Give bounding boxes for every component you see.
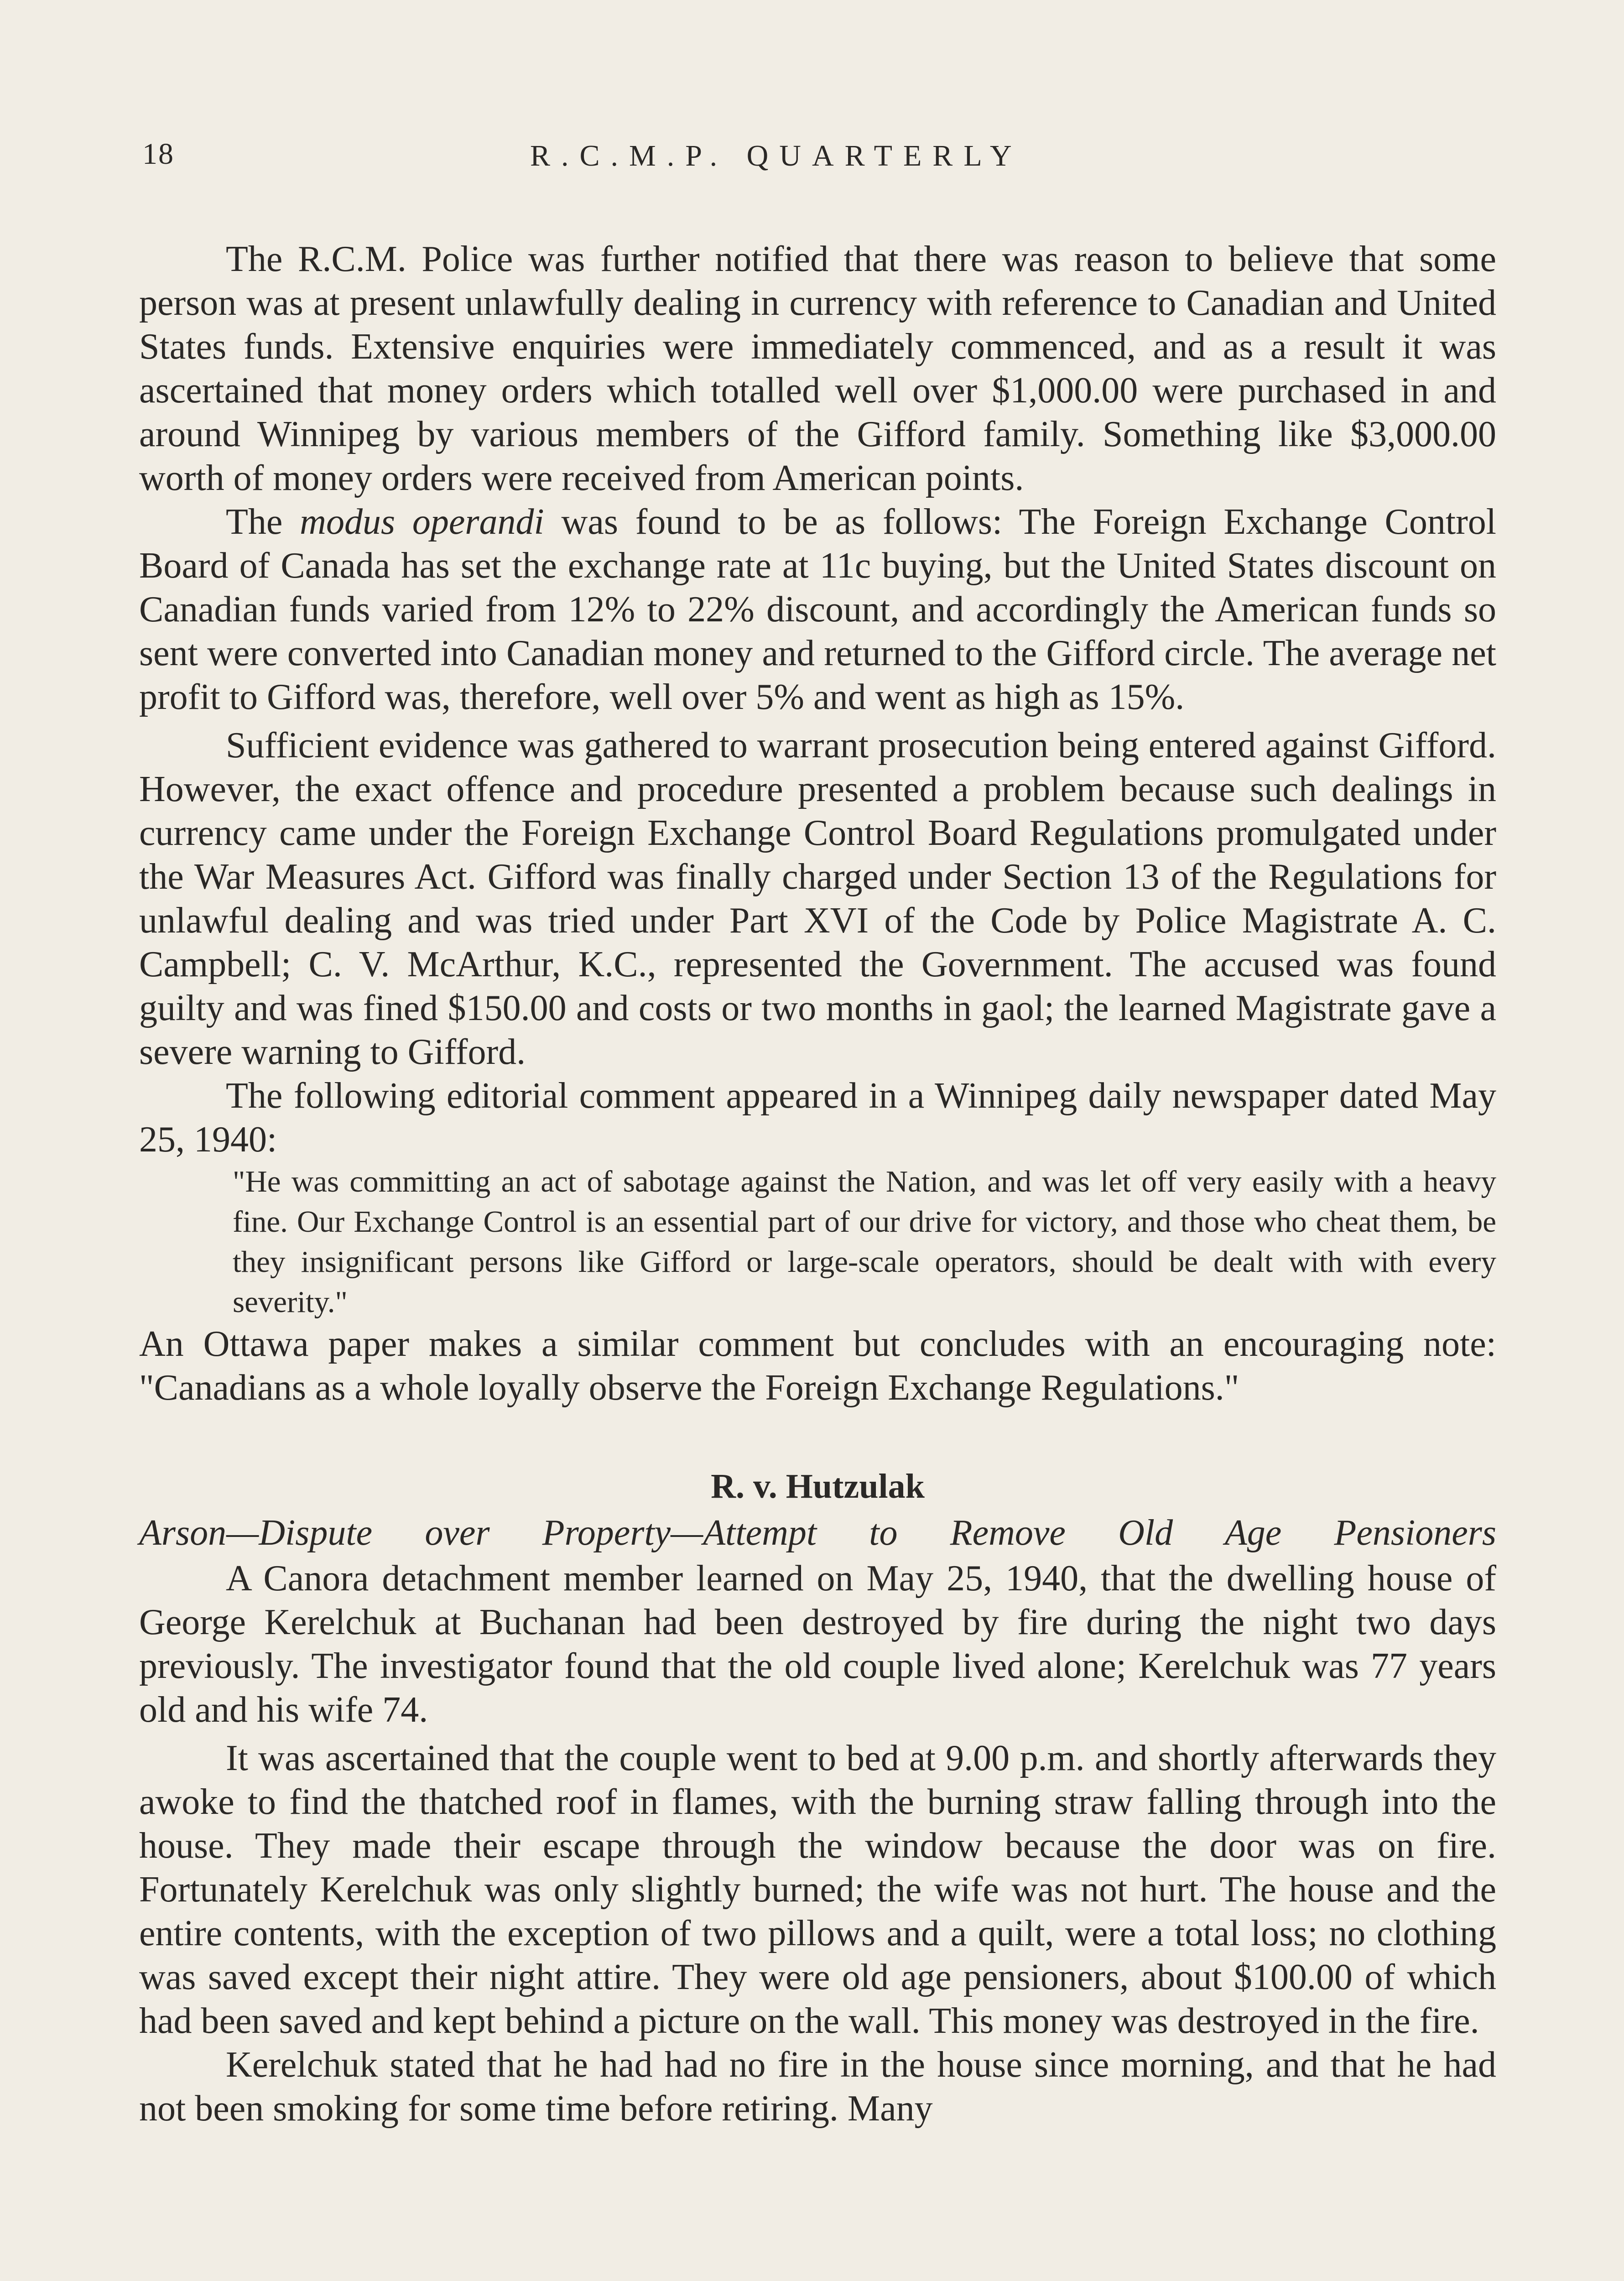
paragraph-ottawa-comment: An Ottawa paper makes a similar comment but concludes with an encouraging note: "Canadians as a whole loyally observe the Foreign Exchange Regulations." [139,1324,1496,1408]
paragraph-fire-description: It was ascertained that the couple went to bed at 9.00 p.m. and shortly afterwards they awoke to find the thatched roof in flames, with the burning straw falling through into the house. They made their escape through the window because the door was on fire. Fortunately Kerelchuk was only slightly burned; the wife was not hurt. The house and the entire contents, with the exception of two pillows and a quilt, were a total loss; no clothing was saved except their night attire. They were old age pensioners, about $100.00 of which had been saved and kept behind a picture on the wall. This money was destroyed in the fire. [139,1738,1496,2041]
paragraph-notification: The R.C.M. Police was further notified that there was reason to believe that some person was at present unlawfully dealing in currency with reference to Canadian and United States funds. Extensive enquiries were immediately commenced, and as a result it was ascertained that money orders which totalled well over $1,000.00 were purchased in and around Winnipeg by various members of the Gifford family. Something like $3,000.00 worth of money orders were received from American points. [139,239,1496,498]
case-title: R. v. Hutzulak [711,1467,925,1505]
editorial-quote: "He was committing an act of sabotage against the Nation, and was let off very easily with a heavy fine. Our Exchange Control is an essential part of our drive for victory, and those who cheat them, be they insignificant persons like Gifford or large-scale operators, should be dealt with with every severity." [233,1165,1496,1319]
paragraph-editorial-intro: The following editorial comment appeared in a Winnipeg daily newspaper dated May 25, 1940: [139,1076,1496,1160]
article-body [139,237,1496,2130]
paragraph-prosecution: Sufficient evidence was gathered to warrant prosecution being entered against Gifford. However, the exact offence and procedure presented a problem because such dealings in currency came under the Foreign Exchange Control Board Regulations promulgated under the War Measures Act. Gifford was finally charged under Section 13 of the Regulations for unlawful dealing and was tried under Part XVI of the Code by Police Magistrate A. C. Campbell; C. V. McArthur, K.C., represented the Government. The accused was found guilty and was fined $150.00 and costs or two months in gaol; the learned Magistrate gave a severe warning to Gifford. [139,725,1496,1072]
modus-lead: The [226,502,300,542]
modus-rest: was found to be as follows: The Foreign Exchange Control Board of Canada has set the exchange rate at 11c buying, but the United States discount on Canadian funds varied from 12% to 22% discount, and accordingly the American funds so sent were converted into Canadian money and returned to the Gifford circle. The average net profit to Gifford was, therefore, well over 5% and went as high as 15%. [139,502,1497,717]
modus-operandi-italic: modus operandi [300,502,544,542]
paragraph-kerelchuk-statement: Kerelchuk stated that he had had no fire in the house since morning, and that he had not been smoking for some time before retiring. Many [139,2045,1496,2129]
page-header [137,137,1501,187]
paragraph-modus-operandi [139,500,1496,719]
running-head: R.C.M.P. QUARTERLY [530,139,1023,172]
case-subtitle: Arson—Dispute over Property—Attempt to Remove Old Age Pensioners [139,1513,1496,1553]
paragraph-canora-detachment: A Canora detachment member learned on May 25, 1940, that the dwelling house of George Kerelchuk at Buchanan had been destroyed by fire during the night two days previously. The investigator found that the old couple lived alone; Kerelchuk was 77 years old and his wife 74. [139,1558,1496,1730]
page-number: 18 [142,137,174,171]
